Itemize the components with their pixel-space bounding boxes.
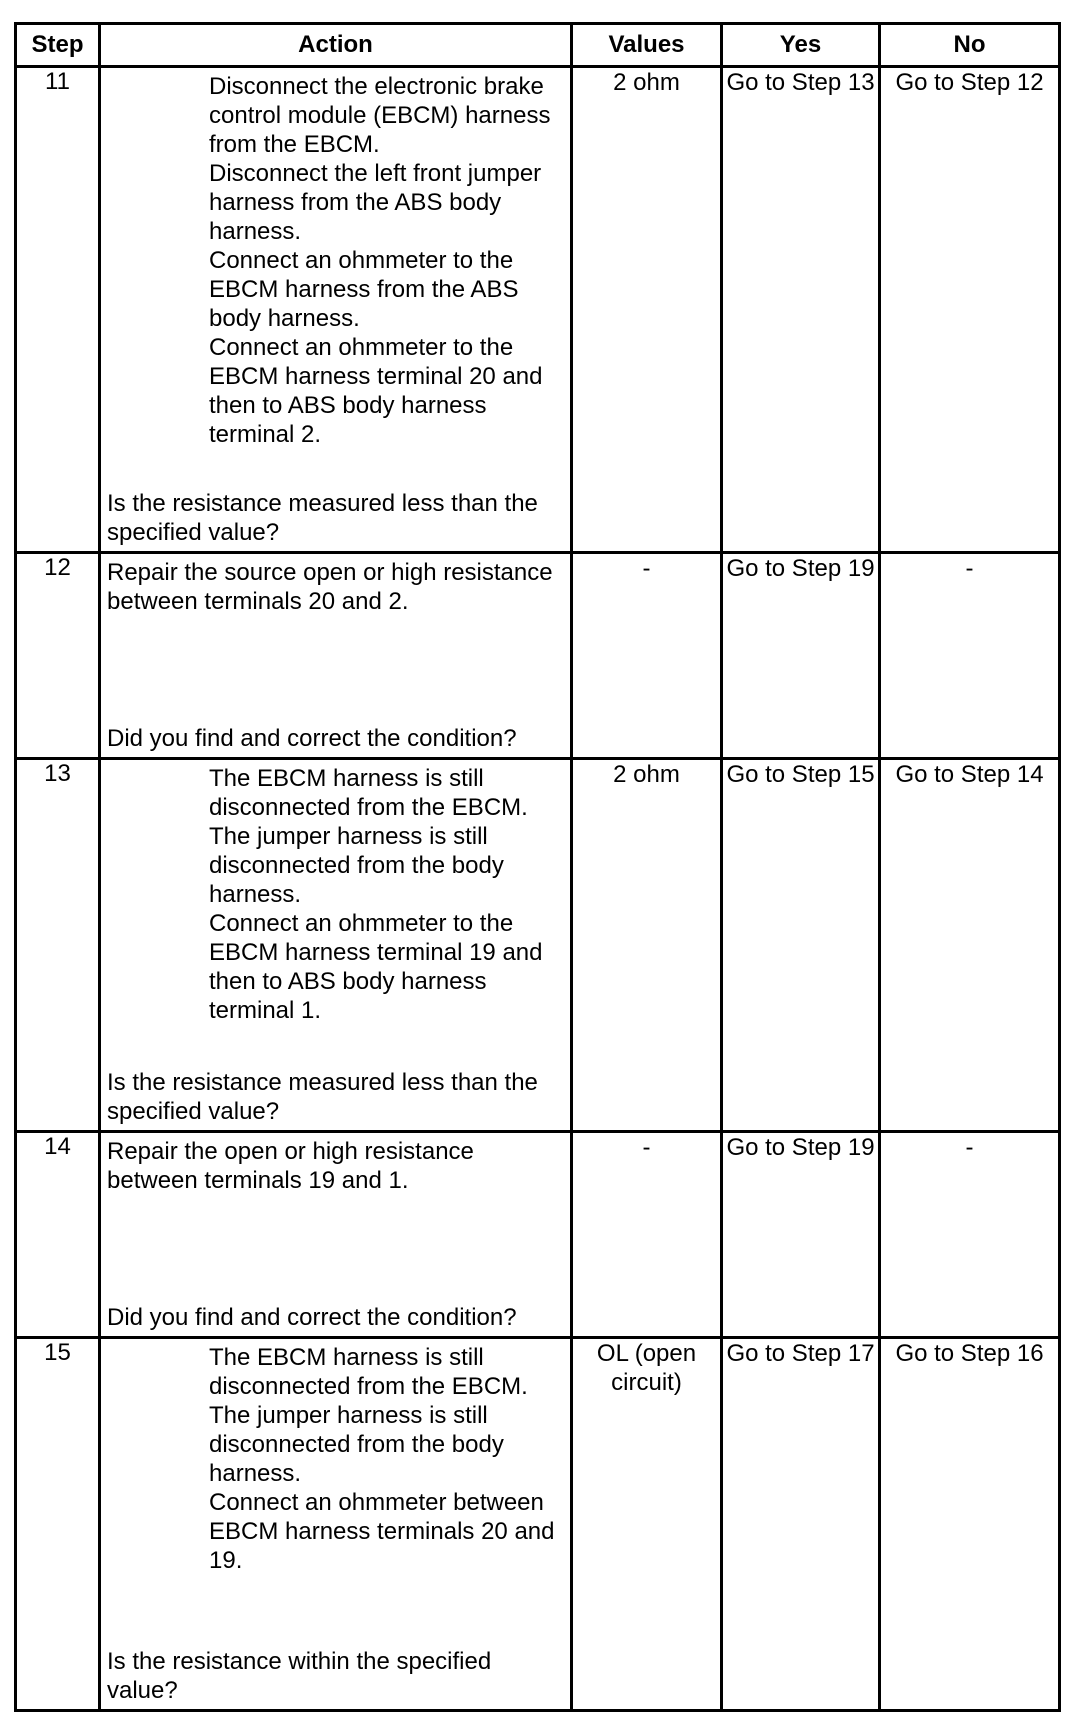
header-yes: Yes xyxy=(722,24,880,67)
value-cell: - xyxy=(572,553,722,759)
action-question: Is the resistance measured less than the specified value? xyxy=(107,1069,538,1125)
yes-cell: Go to Step 15 xyxy=(722,759,880,1132)
yes-cell: Go to Step 13 xyxy=(722,67,880,553)
action-cell xyxy=(100,67,572,553)
action-question: Is the resistance measured less than the specified value? xyxy=(107,490,538,546)
action-question: Is the resistance within the specified value? xyxy=(107,1648,492,1704)
action-step: Disconnect the electronic brake control module (EBCM) harness from the EBCM. xyxy=(209,73,551,158)
no-cell: Go to Step 12 xyxy=(880,67,1060,553)
action-question: Did you find and correct the condition? xyxy=(107,725,517,752)
no-cell: - xyxy=(880,1132,1060,1338)
value-cell: OL (open circuit) xyxy=(572,1338,722,1711)
action-step: Connect an ohmmeter to the EBCM harness terminal 19 and then to ABS body harness terminal 1. xyxy=(209,910,543,1024)
header-values: Values xyxy=(572,24,722,67)
action-step: The EBCM harness is still disconnected from the EBCM. xyxy=(209,1344,528,1400)
action-cell xyxy=(100,553,572,759)
action-text: Repair the open or high resistance between terminals 19 and 1. xyxy=(107,1138,474,1194)
action-cell xyxy=(100,1132,572,1338)
no-cell: Go to Step 14 xyxy=(880,759,1060,1132)
table-row xyxy=(16,759,1060,1132)
step-number: 15 xyxy=(16,1338,100,1711)
action-step: Disconnect the left front jumper harness from the ABS body harness. xyxy=(209,160,542,245)
step-number: 12 xyxy=(16,553,100,759)
step-number: 14 xyxy=(16,1132,100,1338)
value-cell: 2 ohm xyxy=(572,67,722,553)
action-step: The EBCM harness is still disconnected from the EBCM. xyxy=(209,765,528,821)
table-row xyxy=(16,1338,1060,1711)
table-row xyxy=(16,1132,1060,1338)
yes-cell: Go to Step 19 xyxy=(722,553,880,759)
no-cell: - xyxy=(880,553,1060,759)
yes-cell: Go to Step 17 xyxy=(722,1338,880,1711)
step-number: 11 xyxy=(16,67,100,553)
action-cell xyxy=(100,759,572,1132)
value-cell: 2 ohm xyxy=(572,759,722,1132)
table-row xyxy=(16,553,1060,759)
action-step: The jumper harness is still disconnected from the body harness. xyxy=(209,823,504,908)
value-cell: - xyxy=(572,1132,722,1338)
action-step: Connect an ohmmeter between EBCM harness terminals 20 and 19. xyxy=(209,1489,555,1574)
action-steps xyxy=(107,72,566,449)
diagnostic-table xyxy=(14,22,1061,1712)
action-step: Connect an ohmmeter to the EBCM harness from the ABS body harness. xyxy=(209,247,519,332)
action-steps xyxy=(107,764,566,1025)
action-cell xyxy=(100,1338,572,1711)
action-question: Did you find and correct the condition? xyxy=(107,1304,517,1331)
no-cell: Go to Step 16 xyxy=(880,1338,1060,1711)
header-step: Step xyxy=(16,24,100,67)
action-text: Repair the source open or high resistance between terminals 20 and 2. xyxy=(107,559,553,615)
action-step: Connect an ohmmeter to the EBCM harness terminal 20 and then to ABS body harness terminal 2. xyxy=(209,334,543,448)
header-action: Action xyxy=(100,24,572,67)
step-number: 13 xyxy=(16,759,100,1132)
table-row xyxy=(16,67,1060,553)
action-steps xyxy=(107,1343,566,1575)
yes-cell: Go to Step 19 xyxy=(722,1132,880,1338)
action-step: The jumper harness is still disconnected from the body harness. xyxy=(209,1402,504,1487)
header-no: No xyxy=(880,24,1060,67)
header-row xyxy=(16,24,1060,67)
